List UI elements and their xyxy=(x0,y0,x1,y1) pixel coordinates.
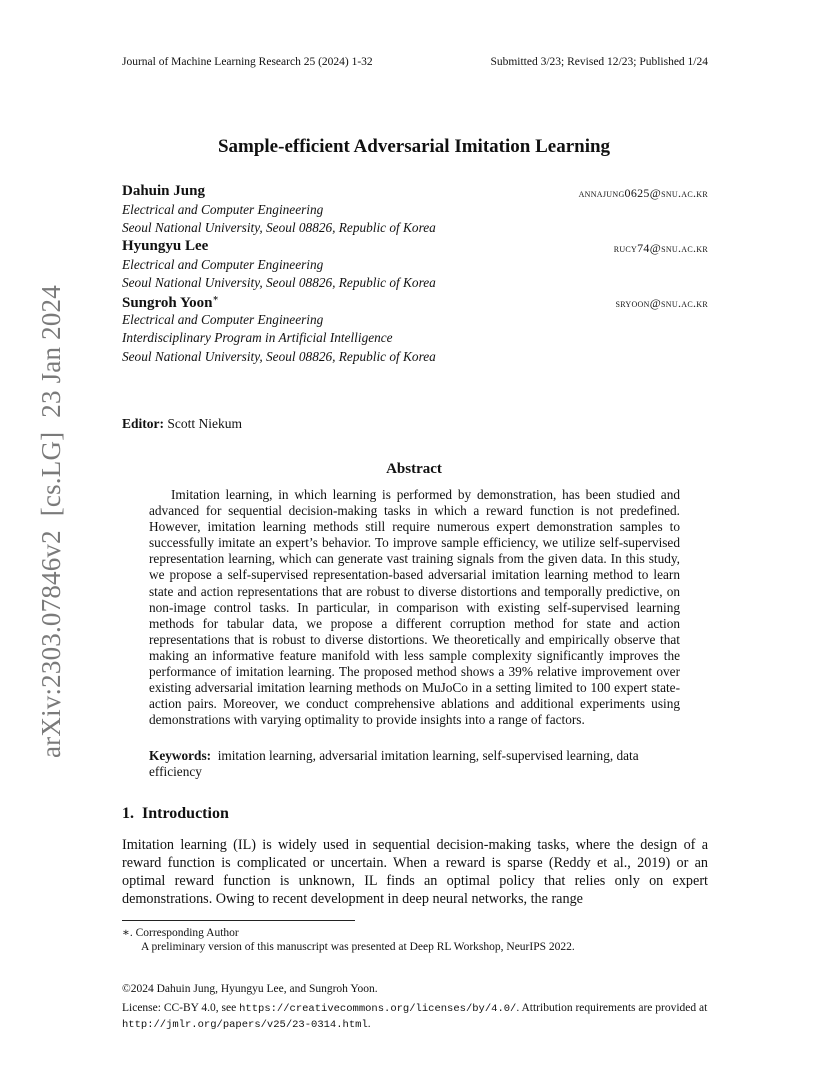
editor-name: Scott Niekum xyxy=(167,416,242,431)
author-affiliation: Seoul National University, Seoul 08826, Republic of Korea xyxy=(122,275,436,291)
keywords-text: imitation learning, adversarial imitation learning, self-supervised learning, data efficiency xyxy=(149,748,639,780)
author-affiliation: Electrical and Computer Engineering xyxy=(122,202,324,217)
author-block-1 xyxy=(122,183,708,239)
author-affiliation: Electrical and Computer Engineering xyxy=(122,312,324,327)
author-email[interactable]: rucy74@snu.ac.kr xyxy=(613,241,708,255)
author-affiliation: Seoul National University, Seoul 08826, Republic of Korea xyxy=(122,348,436,364)
journal-name: Journal of Machine Learning Research 25 (2024) 1-32 xyxy=(122,56,373,68)
corresponding-author-marker: ∗ xyxy=(212,293,219,303)
author-name: Hyungyu Lee xyxy=(122,238,209,254)
editor-line xyxy=(122,416,242,432)
author-name-row xyxy=(122,293,708,312)
section-heading xyxy=(122,805,229,823)
section-title: Introduction xyxy=(142,805,229,822)
author-affiliation: Electrical and Computer Engineering xyxy=(122,257,324,272)
abstract-heading: Abstract xyxy=(386,461,442,477)
author-name: Sungroh Yoon xyxy=(122,295,213,311)
editor-label: Editor: xyxy=(122,416,164,431)
copyright-notice: ©2024 Dahuin Jung, Hyungyu Lee, and Sungroh Yoon. xyxy=(122,983,378,995)
license-suffix: . xyxy=(367,1017,371,1030)
footnote-rule xyxy=(122,920,355,921)
arxiv-stamp-text: arXiv:2303.07846v2 [cs.LG] 23 Jan 2024 xyxy=(36,285,66,758)
license-middle: . Attribution requirements are provided at xyxy=(516,1002,708,1014)
introduction-paragraph: Imitation learning (IL) is widely used in sequential decision-making tasks, where the design of a reward function is complicated or uncertain. When a reward is sparse (Reddy et al., 2019) or an optimal reward function is unknown, IL finds an optimal policy that relies only on expert demonstrations. Owing to recent development in deep neural networks, the range xyxy=(122,837,708,907)
publication-dates: Submitted 3/23; Revised 12/23; Published 1/24 xyxy=(490,56,708,68)
abstract-text: Imitation learning, in which learning is performed by demonstration, has been studied and advanced for sequential decision-making tasks in which a reward function is not predefined. However, imitation learning methods still require numerous expert demonstration samples to successfully imitate an expert’s behavior. To improve sample efficiency, we utilize self-supervised representation learning, which can generate vast training signals from the given data. In this study, we propose a self-supervised representation-based adversarial imitation learning method to learn state and action representations that are robust to diverse distortions and temporally predictive, on non-image control tasks. In particular, in comparison with existing self-supervised learning methods for tabular data, we propose a different corruption method for state and action representations that is robust to diverse distortions. We theoretically and empirically observe that making an informative feature manifold with less sample complexity significantly improves the performance of imitation learning. The proposed method shows a 39% relative improvement over existing adversarial imitation learning methods on MuJoCo in a setting limited to 100 expert state-action pairs. Moreover, we conduct comprehensive ablations and additional experiments using demonstrations with varying optimality to provide insights into a range of factors. xyxy=(149,487,680,728)
keywords xyxy=(149,748,680,780)
paper-title: Sample-efficient Adversarial Imitation Learning xyxy=(217,136,611,157)
footnote-preliminary: A preliminary version of this manuscript was presented at Deep RL Workshop, NeurIPS 2022. xyxy=(141,941,575,953)
license-link[interactable]: https://creativecommons.org/licenses/by/4.0/ xyxy=(239,1003,517,1015)
arxiv-stamp xyxy=(36,285,67,758)
license-notice xyxy=(122,1001,708,1032)
author-block-3 xyxy=(122,293,708,367)
author-name-row xyxy=(122,183,708,202)
author-email[interactable]: annajung0625@snu.ac.kr xyxy=(578,186,708,200)
footnote-corresponding: ∗. Corresponding Author xyxy=(122,927,239,939)
author-affiliation: Seoul National University, Seoul 08826, Republic of Korea xyxy=(122,220,436,236)
license-prefix: License: CC-BY 4.0, see xyxy=(122,1002,237,1014)
author-affiliation: Interdisciplinary Program in Artificial Intelligence xyxy=(122,330,393,346)
section-number: 1. xyxy=(122,805,134,822)
author-block-2 xyxy=(122,238,708,294)
author-name: Dahuin Jung xyxy=(122,183,205,199)
author-name-row xyxy=(122,238,708,257)
paper-link[interactable]: http://jmlr.org/papers/v25/23-0314.html xyxy=(122,1018,368,1031)
keywords-label: Keywords: xyxy=(149,748,212,763)
author-email[interactable]: sryoon@snu.ac.kr xyxy=(615,296,708,310)
